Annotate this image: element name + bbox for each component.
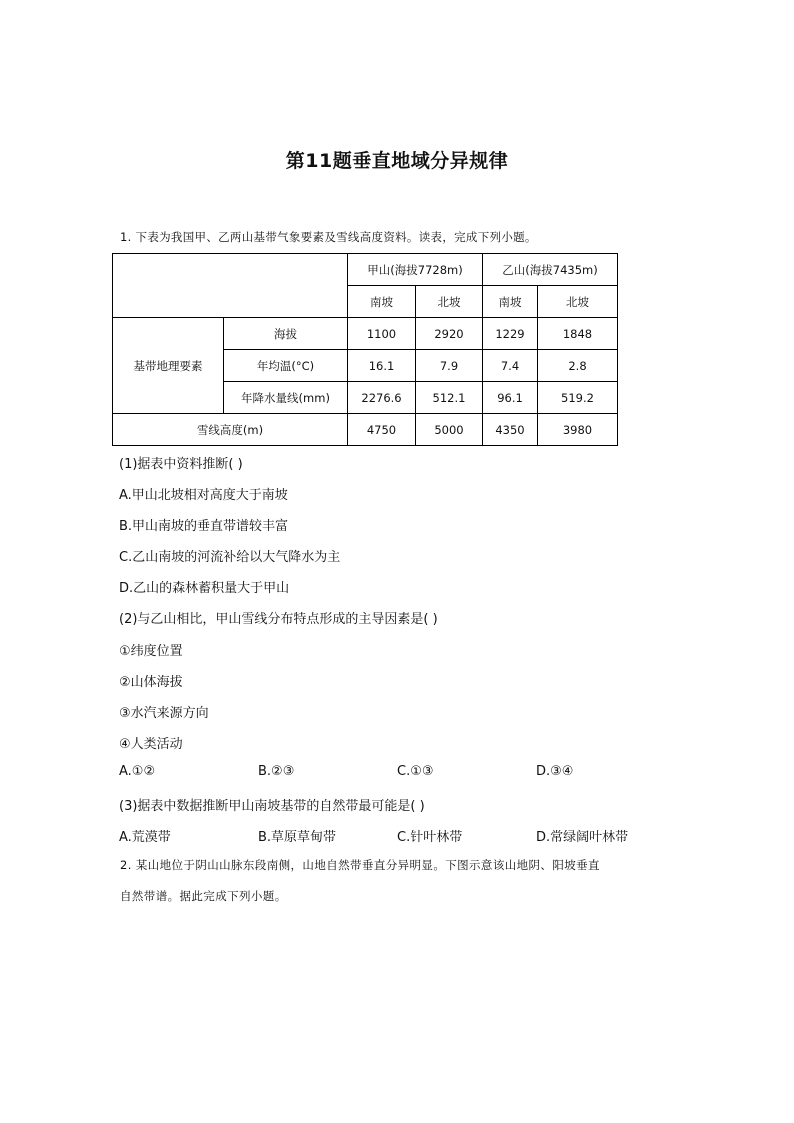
sub3-option-c: C.针叶林带	[397, 830, 463, 845]
sub2-stem: (2)与乙山相比，甲山雪线分布特点形成的主导因素是( )	[119, 612, 438, 627]
sub2-option-a: A.①②	[119, 764, 156, 779]
sub2-item-2: ②山体海拔	[119, 675, 183, 690]
header-a-south: 南坡	[348, 286, 416, 318]
table-cell: 96.1	[483, 382, 538, 414]
question-1-intro: 1. 下表为我国甲、乙两山基带气象要素及雪线高度资料。读表，完成下列小题。	[120, 230, 537, 244]
sub2-item-4: ④人类活动	[119, 737, 183, 752]
sub1-option-c: C.乙山南坡的河流补给以大气降水为主	[119, 550, 341, 565]
table-cell: 4750	[348, 414, 416, 446]
sub3-option-b: B.草原草甸带	[258, 830, 337, 845]
table-corner-cell	[113, 254, 348, 318]
table-cell: 1100	[348, 318, 416, 350]
row-label: 年降水量线(mm)	[224, 382, 348, 414]
group-label: 基带地理要素	[113, 318, 224, 414]
header-b-south: 南坡	[483, 286, 538, 318]
question-2-line-2: 自然带谱。据此完成下列小题。	[120, 889, 287, 903]
sub1-option-a: A.甲山北坡相对高度大于南坡	[119, 488, 288, 503]
sub3-option-d: D.常绿阔叶林带	[536, 830, 629, 845]
header-a-north: 北坡	[416, 286, 483, 318]
table-cell: 2920	[416, 318, 483, 350]
table-cell: 16.1	[348, 350, 416, 382]
table-cell: 4350	[483, 414, 538, 446]
sub1-stem: (1)据表中资料推断( )	[119, 457, 243, 472]
table-cell: 3980	[538, 414, 618, 446]
table-cell: 5000	[416, 414, 483, 446]
row-label: 年均温(°C)	[224, 350, 348, 382]
sub1-option-d: D.乙山的森林蓄积量大于甲山	[119, 581, 290, 596]
table-cell: 2.8	[538, 350, 618, 382]
table-cell: 7.4	[483, 350, 538, 382]
sub2-option-d: D.③④	[536, 764, 574, 779]
header-mountain-b: 乙山(海拔7435m)	[483, 254, 618, 286]
table-cell: 7.9	[416, 350, 483, 382]
snow-line-label: 雪线高度(m)	[113, 414, 348, 446]
sub2-option-c: C.①③	[397, 764, 434, 779]
table-cell: 1229	[483, 318, 538, 350]
header-b-north: 北坡	[538, 286, 618, 318]
table-cell: 1848	[538, 318, 618, 350]
data-table	[112, 253, 618, 446]
table-cell: 512.1	[416, 382, 483, 414]
header-mountain-a: 甲山(海拔7728m)	[348, 254, 483, 286]
sub2-option-b: B.②③	[258, 764, 295, 779]
table-cell: 519.2	[538, 382, 618, 414]
table-cell: 2276.6	[348, 382, 416, 414]
sub3-option-a: A.荒漠带	[119, 830, 171, 845]
row-label: 海拔	[224, 318, 348, 350]
page-title: 第11题垂直地域分异规律	[285, 150, 509, 172]
sub1-option-b: B.甲山南坡的垂直带谱较丰富	[119, 519, 289, 534]
question-2-line-1: 2. 某山地位于阴山山脉东段南侧，山地自然带垂直分异明显。下图示意该山地阴、阳坡垂直	[120, 858, 600, 872]
sub3-stem: (3)据表中数据推断甲山南坡基带的自然带最可能是( )	[119, 799, 425, 814]
sub2-item-1: ①纬度位置	[119, 644, 183, 659]
sub2-item-3: ③水汽来源方向	[119, 706, 209, 721]
